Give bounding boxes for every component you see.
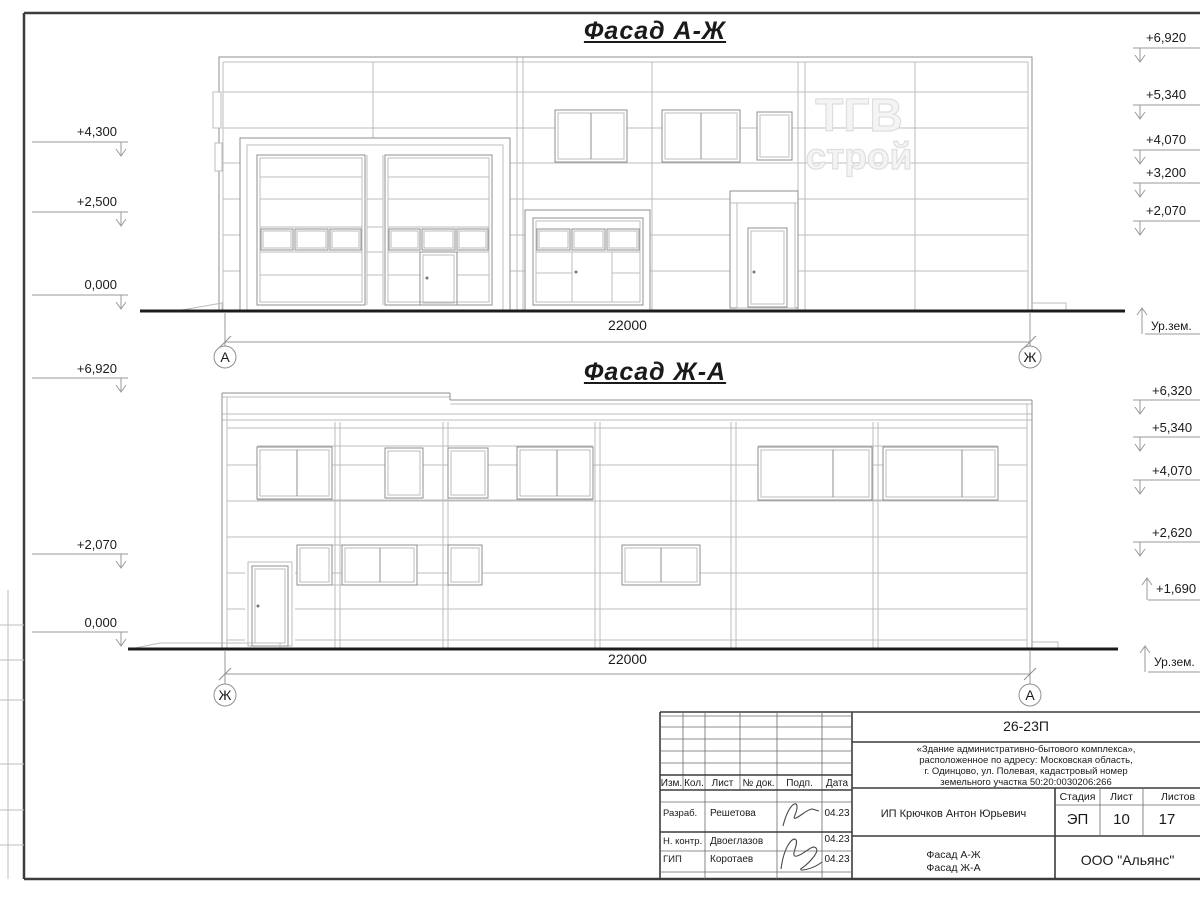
elevation-label: +6,920 xyxy=(1146,30,1187,45)
elevation-label: +2,070 xyxy=(76,537,117,552)
signer-role: ГИП xyxy=(663,854,682,865)
sheets-total: 17 xyxy=(1158,811,1176,828)
left-margin-table xyxy=(0,590,24,879)
signer-name: Двоеглазов xyxy=(710,836,764,847)
signer-role: Разраб. xyxy=(663,808,698,819)
window-top-mid xyxy=(555,110,627,162)
elevation-label: +5,340 xyxy=(1146,87,1187,102)
project-description-line: земельного участка 50:20:0030206:266 xyxy=(940,777,1112,788)
elevation-label: +4,070 xyxy=(1152,463,1193,478)
elevation-label: +4,070 xyxy=(1146,132,1187,147)
watermark-line2: строй xyxy=(805,136,913,177)
stage-value: ЭП xyxy=(1066,811,1089,828)
elevation-label: 0,000 xyxy=(84,277,117,292)
elevation-label: +6,920 xyxy=(76,361,117,376)
project-description-line: г. Одинцово, ул. Полевая, кадастровый номер xyxy=(924,766,1128,777)
elevation-label: +1,690 xyxy=(1156,581,1197,596)
entrance-door-bottom xyxy=(245,560,295,648)
project-description-line: «Здание административно-бытового комплекса», xyxy=(916,744,1136,755)
elevation-label: +2,620 xyxy=(1152,525,1193,540)
elevation-marks-bottom-left xyxy=(32,378,128,646)
drawing-title-line: Фасад А-Ж xyxy=(926,849,981,861)
elevation-label: +2,500 xyxy=(76,194,117,209)
entrance-door-top xyxy=(730,191,798,308)
axis-bubble-top-right: Ж xyxy=(1023,349,1037,365)
drawing-title-line: Фасад Ж-А xyxy=(926,862,981,874)
sectional-gate-2 xyxy=(385,155,492,305)
elevation-label: 0,000 xyxy=(84,615,117,630)
elevation-label: +3,200 xyxy=(1146,165,1187,180)
elevation-label: +2,070 xyxy=(1146,203,1187,218)
project-description-line: расположенное по адресу: Московская область, xyxy=(919,755,1133,766)
sectional-gate-3 xyxy=(525,210,650,310)
company-name: ООО "Альянс" xyxy=(1080,852,1175,868)
dimension-text-bottom: 22000 xyxy=(608,651,647,667)
column-header-data: Дата xyxy=(825,778,849,789)
column-header-list: Лист xyxy=(711,778,734,789)
axis-bubble-top-left: А xyxy=(220,349,230,365)
dimension-text-top: 22000 xyxy=(608,317,647,333)
column-header-izm: Изм. xyxy=(660,778,683,789)
axis-bubble-bottom-left: Ж xyxy=(218,687,232,703)
signer-date: 04.23 xyxy=(824,854,850,865)
project-code: 26-23П xyxy=(1003,718,1049,734)
column-header-doc: № док. xyxy=(742,778,775,789)
elevation-label: +4,300 xyxy=(76,124,117,139)
watermark-line1: ТГВ xyxy=(815,89,903,141)
signer-name: Коротаев xyxy=(710,854,754,865)
sheet-label: Лист xyxy=(1110,791,1133,803)
signer-date: 04.23 xyxy=(824,834,850,845)
facade-bottom-drawing xyxy=(135,393,1058,648)
elevation-label: +5,340 xyxy=(1152,420,1193,435)
ground-level-label-bottom: Ур.зем. xyxy=(1154,655,1195,669)
column-header-podp: Подп. xyxy=(786,778,813,789)
signatures xyxy=(781,804,822,870)
facade-top-title: Фасад А-Ж xyxy=(583,17,727,45)
sheet-number: 10 xyxy=(1113,811,1130,828)
sheets-total-label: Листов xyxy=(1160,791,1196,803)
facade-top-drawing xyxy=(182,57,1066,310)
ground-level-label-top: Ур.зем. xyxy=(1151,319,1192,333)
signer-name: Решетова xyxy=(710,808,756,819)
window-top-single xyxy=(757,112,792,160)
stage-label: Стадия xyxy=(1059,791,1096,803)
sectional-gate-1 xyxy=(257,155,365,305)
facade-bottom-title: Фасад Ж-А xyxy=(583,358,727,386)
elevation-label: +6,320 xyxy=(1152,383,1193,398)
axis-bubble-bottom-right: А xyxy=(1025,687,1035,703)
window-top-double xyxy=(662,110,740,162)
signer-role: Н. контр. xyxy=(663,836,703,847)
column-header-kol: Кол. xyxy=(684,778,704,789)
signer-date: 04.23 xyxy=(824,808,850,819)
client-name: ИП Крючков Антон Юрьевич xyxy=(880,808,1027,820)
